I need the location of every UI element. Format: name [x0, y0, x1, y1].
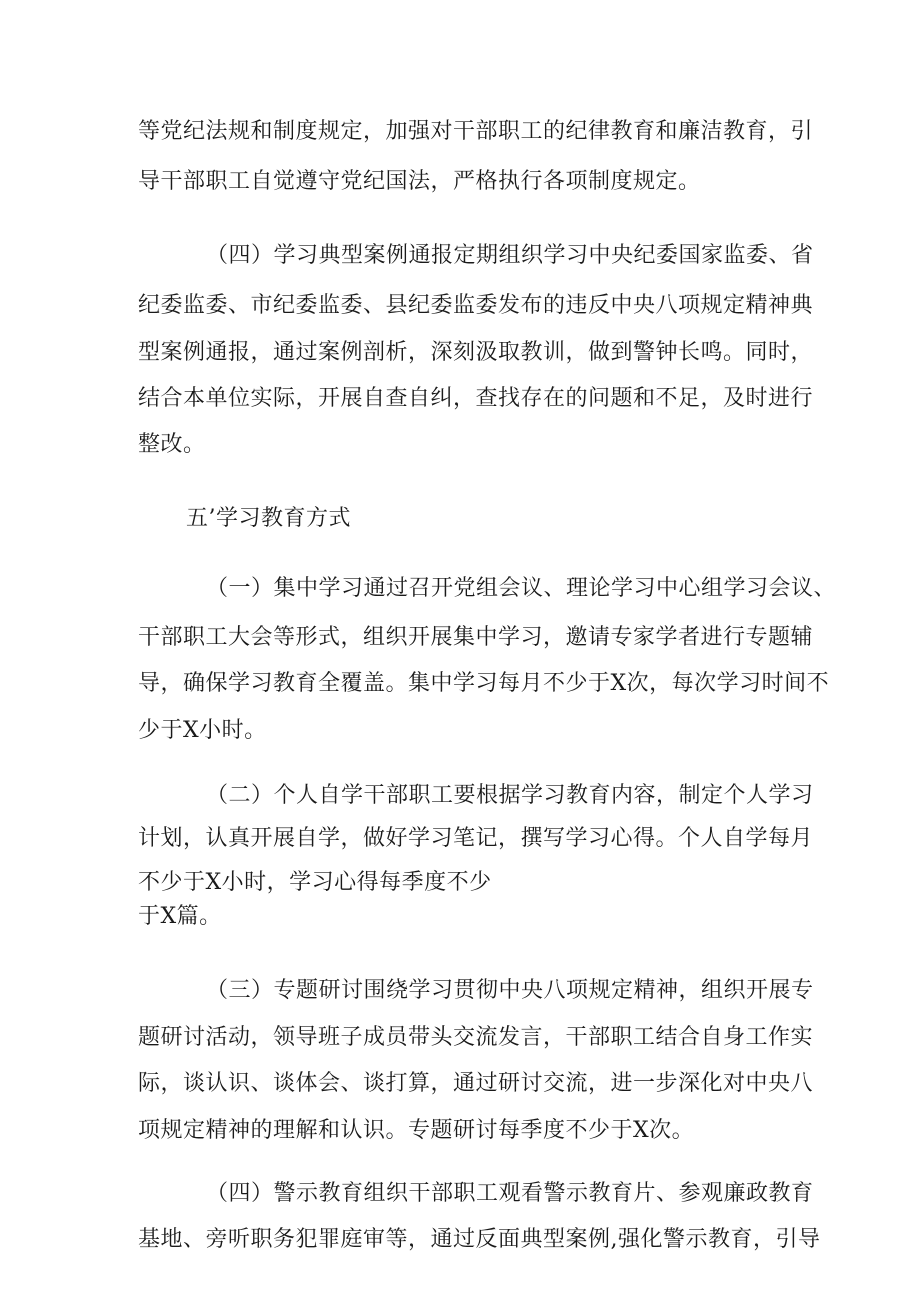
text-line: 结合本单位实际，开展自查自纠，查找存在的问题和不足，及时进行: [138, 386, 814, 411]
paragraph-start-line: （三）专题研讨围绕学习贯彻中央八项规定精神，组织开展专: [206, 978, 814, 1003]
text-line: 基地、旁听职务犯罪庭审等，通过反面典型案例,强化警示教育，引导: [138, 1227, 821, 1252]
text-line: 纪委监委、市纪委监委、县纪委监委发布的违反中央八项规定精神典: [138, 293, 814, 318]
text-line: 项规定精神的理解和认识。专题研讨每季度不少于X次。: [138, 1118, 695, 1143]
section-heading: 五’学习教育方式: [186, 506, 351, 531]
paragraph-start-line: （四）警示教育组织干部职工观看警示教育片、参观廉政教育: [206, 1181, 814, 1206]
text-line: 题研讨活动，领导班子成员带头交流发言，干部职工结合自身工作实: [138, 1025, 814, 1050]
text-line: 于X篇。: [138, 904, 222, 929]
text-line: 导，确保学习教育全覆盖。集中学习每月不少于X次，每次学习时间不: [138, 671, 830, 696]
paragraph-start-line: （四）学习典型案例通报定期组织学习中央纪委国家监委、省: [206, 243, 814, 268]
text-line: 少于X小时。: [138, 718, 267, 743]
text-line: 不少于X小时，学习心得每季度不少: [138, 870, 492, 895]
text-line: 等党纪法规和制度规定，加强对干部职工的纪律教育和廉洁教育，引: [138, 119, 814, 144]
text-line: 计划，认真开展自学，做好学习笔记，撰写学习心得。个人自学每月: [138, 826, 814, 851]
text-line: 际，谈认识、谈体会、谈打算，通过研讨交流，进一步深化对中央八: [138, 1071, 814, 1096]
text-line: 型案例通报，通过案例剖析，深刻汲取教训，做到警钟长鸣。同时，: [138, 340, 814, 365]
text-line: 导干部职工自觉遵守党纪国法，严格执行各项制度规定。: [138, 169, 701, 194]
text-line: 干部职工大会等形式，组织开展集中学习，邀请专家学者进行专题辅: [138, 625, 814, 650]
text-line: 整改。: [138, 432, 206, 457]
paragraph-start-line: （一）集中学习通过召开党组会议、理论学习中心组学习会议、: [206, 576, 837, 601]
paragraph-start-line: （二）个人自学干部职工要根据学习教育内容，制定个人学习: [206, 783, 814, 808]
